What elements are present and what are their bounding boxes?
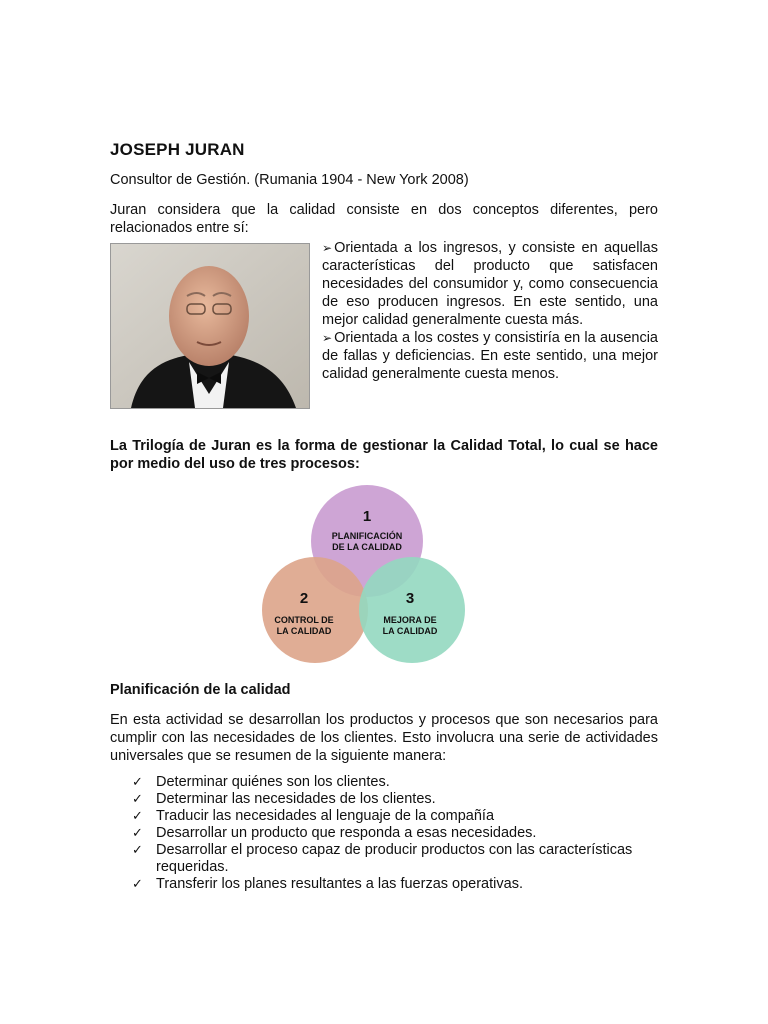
venn-label-1a: PLANIFICACIÓN — [331, 531, 403, 541]
page-title: JOSEPH JURAN — [110, 140, 245, 159]
concept-text: Orientada a los ingresos, y consiste en aquellas características del producto que satisfacen necesidades del consumidor y, como consecuencia de eso producen ingresos. En este sentido, una mejor calidad generalmente cuesta más. — [322, 240, 658, 328]
concept-list — [322, 239, 658, 383]
checkmark-icon: ✓ — [132, 877, 143, 892]
document-page — [110, 140, 658, 893]
list-item-text: Transferir los planes resultantes a las fuerzas operativas. — [156, 876, 523, 892]
intro-paragraph: Juran considera que la calidad consiste en dos conceptos diferentes, pero relacionados entre sí: — [110, 202, 658, 236]
portrait-photo — [110, 243, 310, 409]
checkmark-icon: ✓ — [132, 809, 143, 824]
venn-svg — [258, 483, 478, 667]
list-item — [132, 808, 658, 825]
venn-circle-improvement — [359, 557, 465, 663]
list-item-text: Determinar las necesidades de los clientes. — [156, 791, 436, 807]
checkmark-icon: ✓ — [132, 775, 143, 790]
list-item-text: Traducir las necesidades al lenguaje de la compañía — [156, 808, 495, 824]
venn-label-1b: DE LA CALIDAD — [332, 542, 402, 552]
list-item-text: Determinar quiénes son los clientes. — [156, 774, 390, 790]
arrow-bullet-icon: ➢ — [322, 241, 333, 255]
section-heading: Planificación de la calidad — [110, 682, 291, 698]
venn-number-2: 2 — [299, 590, 309, 607]
venn-circle-control — [262, 557, 368, 663]
venn-number-3: 3 — [405, 590, 415, 607]
checkmark-icon: ✓ — [132, 826, 143, 841]
list-item — [132, 825, 658, 842]
list-item-text: Desarrollar el proceso capaz de producir productos con las características requeridas. — [156, 842, 633, 875]
list-item — [132, 876, 658, 893]
venn-label-2a: CONTROL DE — [274, 615, 334, 625]
checkmark-icon: ✓ — [132, 792, 143, 807]
list-item — [132, 842, 658, 876]
list-item — [132, 791, 658, 808]
arrow-bullet-icon: ➢ — [322, 331, 333, 345]
section-body: En esta actividad se desarrollan los productos y procesos que son necesarios para cumplir con las necesidades de los clientes. Esto involucra una serie de actividades universales que se resumen de la siguiente manera: — [110, 712, 658, 764]
trilogy-intro: La Trilogía de Juran es la forma de gestionar la Calidad Total, lo cual se hace por medio del uso de tres procesos: — [110, 438, 658, 472]
portrait-image — [111, 244, 309, 408]
venn-label-3b: LA CALIDAD — [382, 626, 438, 636]
concept-item — [322, 329, 658, 383]
trilogy-venn-diagram — [258, 483, 478, 667]
bio-section — [110, 239, 658, 411]
list-item — [132, 774, 658, 791]
venn-label-3a: MEJORA DE — [383, 615, 437, 625]
venn-label-2b: LA CALIDAD — [276, 626, 332, 636]
activities-list — [110, 774, 658, 893]
subtitle: Consultor de Gestión. (Rumania 1904 - New York 2008) — [110, 172, 469, 188]
venn-number-1: 1 — [362, 508, 372, 525]
checkmark-icon: ✓ — [132, 843, 143, 858]
concept-text: Orientada a los costes y consistiría en la ausencia de fallas y deficiencias. En este sentido, una mejor calidad generalmente cuesta menos. — [322, 330, 658, 382]
concept-item — [322, 239, 658, 329]
list-item-text: Desarrollar un producto que responda a esas necesidades. — [156, 825, 537, 841]
